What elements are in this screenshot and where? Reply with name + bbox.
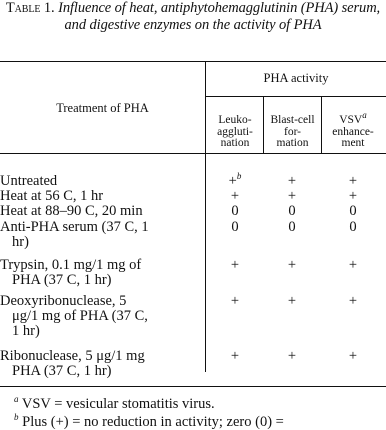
col-header-line: for-: [283, 125, 301, 138]
row-label-line: hr): [12, 234, 29, 250]
table-title: Influence of heat, antiphytohemagglutinin (PHA) serum, and digestive enzymes on the activity of PHA: [58, 0, 381, 33]
row-label: Heat at 56 C, 1 hr: [0, 188, 104, 204]
cell-blast-cell-formation: 0: [288, 219, 296, 235]
group-underline: [205, 96, 386, 97]
col-header-line: VSV$^a$: [339, 110, 367, 126]
table-label: Table 1.: [5, 0, 55, 16]
row-label-line: μg/1 mg of PHA (37 C,: [12, 308, 148, 324]
col-header-line: Blast-cell: [270, 114, 315, 126]
col-header-line: enhance-: [332, 125, 374, 138]
footnote-text: VSV = vesicular stomatitis virus.: [18, 396, 215, 412]
treatment-header: Treatment of PHA: [56, 101, 149, 115]
footnote-text: Plus (+) = no reduction in activity; zero (0) =: [18, 414, 284, 430]
col-header-line: aggluti-: [217, 125, 253, 138]
col-header-blast-cell-formation: [264, 115, 321, 150]
footnote-b: [0, 414, 386, 430]
cell-vsv-enhancement: 0: [349, 219, 357, 235]
bottom-rule: [0, 386, 386, 387]
col-header-line: ment: [341, 137, 365, 149]
cell-leukoagglutination: +: [230, 348, 240, 364]
col-header-line: nation: [220, 137, 250, 149]
table-caption: [0, 0, 386, 33]
footnote-mark: a: [14, 394, 19, 405]
cell-blast-cell-formation: +: [287, 173, 297, 189]
row-label: Heat at 88–90 C, 20 min: [0, 203, 143, 219]
cell-blast-cell-formation: +: [287, 348, 297, 364]
footnote-mark: b: [236, 171, 242, 182]
cell-leukoagglutination: 0: [231, 219, 239, 235]
row-label-line: Anti-PHA serum (37 C, 1: [0, 219, 149, 235]
col-header-line: Leuko-: [218, 114, 252, 126]
cell-vsv-enhancement: +: [348, 348, 358, 364]
cell-vsv-enhancement: +: [348, 293, 358, 309]
row-label-line: Deoxyribonuclease, 5: [0, 293, 127, 309]
row-label-line: Ribonuclease, 5 μg/1 mg: [0, 348, 145, 364]
row-label: [0, 349, 205, 379]
cell-leukoagglutination: +: [230, 293, 240, 309]
cell-vsv-enhancement: +: [348, 257, 358, 273]
row-label-line: Trypsin, 0.1 mg/1 mg of: [0, 257, 142, 273]
cell-vsv-enhancement: 0: [349, 203, 357, 219]
footnote-mark: a: [362, 110, 367, 121]
row-label-line: PHA (37 C, 1 hr): [12, 363, 112, 379]
cell-blast-cell-formation: +: [287, 188, 297, 204]
stub-divider: [205, 62, 206, 372]
cell-leukoagglutination: +: [230, 188, 240, 204]
cell-vsv-enhancement: +: [348, 173, 358, 189]
row-label: Untreated: [0, 173, 58, 189]
col-header-vsv-enhancement: [322, 110, 384, 150]
row-label-line: 1 hr): [12, 323, 40, 339]
col-header-line: mation: [276, 137, 309, 149]
cell-leukoagglutination: +: [230, 257, 240, 273]
footnote-mark: b: [14, 412, 19, 423]
cell-blast-cell-formation: +: [287, 293, 297, 309]
cell-leukoagglutination: +$^b$: [228, 171, 242, 189]
col-header-leukoagglutination: [207, 115, 263, 150]
header-rule: [0, 153, 386, 154]
top-rule: [0, 61, 386, 62]
activity-group-header: PHA activity: [263, 71, 329, 85]
row-label-line: PHA (37 C, 1 hr): [12, 272, 112, 288]
row-label: [0, 258, 205, 288]
cell-blast-cell-formation: +: [287, 257, 297, 273]
cell-vsv-enhancement: +: [348, 188, 358, 204]
footnote-a: [0, 396, 386, 412]
row-label: [0, 220, 205, 250]
row-label: [0, 294, 205, 339]
cell-leukoagglutination: 0: [231, 203, 239, 219]
cell-blast-cell-formation: 0: [288, 203, 296, 219]
